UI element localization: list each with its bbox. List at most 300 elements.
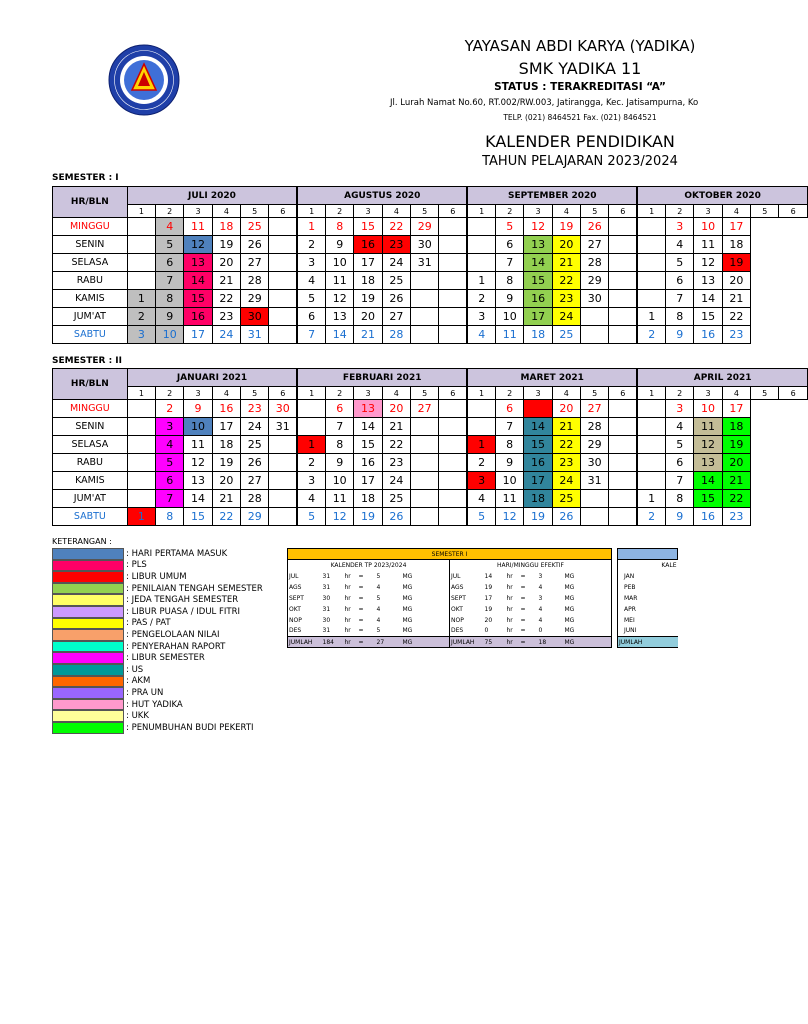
- date-cell: [439, 254, 467, 272]
- date-cell: [269, 236, 297, 254]
- date-cell: [411, 418, 439, 436]
- summary-cell: MG: [564, 626, 612, 637]
- date-cell: 5: [666, 254, 694, 272]
- legend-item: [52, 548, 263, 560]
- date-cell: [269, 508, 297, 526]
- week-number: 1: [637, 387, 665, 400]
- summary-sub-left: KALENDER TP 2023/2024: [288, 560, 450, 571]
- date-cell: 1: [127, 508, 155, 526]
- summary-cell: =: [358, 605, 364, 613]
- date-cell: [127, 272, 155, 290]
- date-cell: [637, 236, 665, 254]
- date-cell: [637, 400, 665, 418]
- summary-cell: =: [358, 627, 364, 635]
- legend-swatch: [52, 676, 124, 688]
- day-name: JUM'AT: [53, 308, 128, 326]
- date-cell: [467, 236, 495, 254]
- date-cell: 11: [496, 326, 524, 344]
- day-name: RABU: [53, 454, 128, 472]
- date-cell: 29: [411, 218, 439, 236]
- date-cell: 9: [496, 454, 524, 472]
- date-cell: [439, 308, 467, 326]
- summary-cell: =: [520, 594, 526, 602]
- date-cell: [127, 490, 155, 508]
- date-cell: 21: [552, 418, 580, 436]
- legend-swatch: [52, 629, 124, 641]
- legend-swatch: [52, 722, 124, 734]
- date-cell: 9: [326, 236, 354, 254]
- date-cell: 2: [467, 290, 495, 308]
- date-cell: 28: [581, 254, 609, 272]
- date-cell: 5: [156, 236, 184, 254]
- school-logo: [108, 44, 180, 116]
- legend-label: : LIBUR PUASA / IDUL FITRI: [126, 606, 240, 617]
- date-cell: 26: [241, 236, 269, 254]
- week-number: 3: [354, 205, 382, 218]
- date-cell: 14: [184, 272, 212, 290]
- date-cell: 17: [524, 472, 552, 490]
- date-cell: [411, 454, 439, 472]
- date-cell: 19: [212, 454, 240, 472]
- summary-cell: JUL: [450, 571, 484, 582]
- date-cell: [637, 454, 665, 472]
- date-cell: 31: [411, 254, 439, 272]
- summary-cell: 0: [484, 627, 489, 635]
- summary-cell: JUMLAH: [288, 637, 322, 648]
- day-name: SELASA: [53, 436, 128, 454]
- semester-2-calendar: [52, 368, 796, 526]
- date-cell: [127, 236, 155, 254]
- date-cell: 10: [184, 418, 212, 436]
- date-cell: 26: [552, 508, 580, 526]
- date-cell: [269, 472, 297, 490]
- date-cell: 10: [496, 308, 524, 326]
- week-number: 4: [382, 387, 410, 400]
- summary-cell: MEI: [618, 615, 678, 626]
- date-cell: 19: [722, 436, 750, 454]
- date-cell: 9: [496, 290, 524, 308]
- week-number: 1: [127, 205, 155, 218]
- week-number: 6: [439, 387, 467, 400]
- date-cell: 3: [666, 218, 694, 236]
- date-cell: [127, 454, 155, 472]
- date-cell: 1: [297, 218, 325, 236]
- week-number: 2: [326, 205, 354, 218]
- date-cell: 23: [722, 326, 750, 344]
- date-cell: 7: [666, 290, 694, 308]
- summary-cell: hr: [506, 583, 513, 591]
- week-number: 4: [722, 205, 750, 218]
- legend-label: : PRA UN: [126, 687, 164, 698]
- date-cell: [467, 418, 495, 436]
- date-cell: 21: [354, 326, 382, 344]
- date-cell: 21: [382, 418, 410, 436]
- week-number: 4: [552, 387, 580, 400]
- day-name: MINGGU: [53, 400, 128, 418]
- date-cell: 16: [524, 454, 552, 472]
- summary-cell: 14: [484, 572, 493, 580]
- date-cell: 6: [496, 236, 524, 254]
- date-cell: 30: [581, 454, 609, 472]
- legend-item: [52, 641, 263, 653]
- date-cell: 12: [326, 508, 354, 526]
- date-cell: 6: [666, 272, 694, 290]
- date-cell: [637, 254, 665, 272]
- date-cell: 9: [666, 508, 694, 526]
- date-cell: 21: [722, 472, 750, 490]
- date-cell: [411, 436, 439, 454]
- summary-cell: =: [358, 594, 364, 602]
- summary-cell: APR: [618, 604, 678, 615]
- summary-cell: AGS: [288, 582, 322, 593]
- day-name: SABTU: [53, 508, 128, 526]
- legend-label: : US: [126, 664, 144, 675]
- org-name: YAYASAN ABDI KARYA (YADIKA): [464, 37, 696, 55]
- date-cell: 19: [722, 254, 750, 272]
- semester-2-label: SEMESTER : II: [52, 356, 122, 366]
- date-cell: 29: [581, 272, 609, 290]
- date-cell: 18: [212, 218, 240, 236]
- summary-cell: OKT: [450, 604, 484, 615]
- date-cell: 28: [581, 418, 609, 436]
- legend-item: [52, 699, 263, 711]
- week-number: 3: [354, 387, 382, 400]
- legend-label: : PENYERAHAN RAPORT: [126, 641, 226, 652]
- week-number: 2: [326, 387, 354, 400]
- day-name: SABTU: [53, 326, 128, 344]
- date-cell: 3: [127, 326, 155, 344]
- date-cell: 20: [722, 272, 750, 290]
- summary-cell: MG: [402, 637, 450, 648]
- date-cell: [411, 472, 439, 490]
- date-cell: 18: [722, 418, 750, 436]
- date-cell: 20: [722, 454, 750, 472]
- date-cell: [467, 400, 495, 418]
- summary-cell: JAN: [618, 571, 678, 582]
- date-cell: 10: [496, 472, 524, 490]
- summary-cell: hr: [344, 572, 351, 580]
- date-cell: [439, 454, 467, 472]
- summary-cell: MG: [564, 571, 612, 582]
- legend-label: : PLS: [126, 560, 147, 571]
- date-cell: 2: [637, 508, 665, 526]
- date-cell: [581, 326, 609, 344]
- summary-header: SEMESTER I: [288, 549, 612, 560]
- semester-2-table: [52, 368, 808, 526]
- date-cell: 21: [722, 290, 750, 308]
- semester-1-calendar: [52, 186, 796, 344]
- date-cell: [269, 218, 297, 236]
- week-number: 1: [297, 387, 325, 400]
- date-cell: [439, 490, 467, 508]
- date-cell: 20: [354, 308, 382, 326]
- week-number: 6: [439, 205, 467, 218]
- date-cell: [439, 418, 467, 436]
- date-cell: [637, 436, 665, 454]
- date-cell: 11: [184, 436, 212, 454]
- date-cell: 18: [722, 236, 750, 254]
- date-cell: [439, 290, 467, 308]
- date-cell: 6: [156, 254, 184, 272]
- date-cell: 18: [524, 490, 552, 508]
- summary-cell: hr: [344, 616, 351, 624]
- date-cell: [269, 436, 297, 454]
- date-cell: 14: [326, 326, 354, 344]
- legend-label: : HUT YADIKA: [126, 699, 183, 710]
- date-cell: 13: [184, 472, 212, 490]
- date-cell: 24: [552, 308, 580, 326]
- date-cell: 14: [524, 254, 552, 272]
- summary-cell: 4: [538, 616, 543, 624]
- date-cell: [581, 490, 609, 508]
- date-cell: [609, 490, 637, 508]
- date-cell: 9: [666, 326, 694, 344]
- date-cell: [439, 326, 467, 344]
- date-cell: 14: [694, 290, 722, 308]
- week-number: 5: [581, 205, 609, 218]
- week-number: 1: [637, 205, 665, 218]
- semester-1-table: [52, 186, 808, 344]
- legend-item: [52, 722, 263, 734]
- date-cell: 15: [354, 218, 382, 236]
- date-cell: [609, 454, 637, 472]
- summary-cell: DES: [288, 626, 322, 637]
- date-cell: 5: [467, 508, 495, 526]
- week-number: 4: [212, 387, 240, 400]
- summary-cell: MG: [564, 615, 612, 626]
- date-cell: 8: [666, 490, 694, 508]
- date-cell: 17: [354, 472, 382, 490]
- date-cell: 18: [354, 490, 382, 508]
- date-cell: 10: [694, 400, 722, 418]
- legend-swatch: [52, 606, 124, 618]
- date-cell: 27: [382, 308, 410, 326]
- date-cell: [609, 508, 637, 526]
- summary-cell: NOP: [288, 615, 322, 626]
- date-cell: 3: [467, 472, 495, 490]
- date-cell: 23: [382, 236, 410, 254]
- date-cell: 14: [354, 418, 382, 436]
- date-cell: 15: [184, 508, 212, 526]
- legend-swatch: [52, 641, 124, 653]
- date-cell: [439, 472, 467, 490]
- date-cell: [637, 472, 665, 490]
- date-cell: [269, 290, 297, 308]
- date-cell: 8: [496, 272, 524, 290]
- date-cell: 13: [184, 254, 212, 272]
- date-cell: 28: [241, 272, 269, 290]
- date-cell: 1: [297, 436, 325, 454]
- date-cell: 6: [496, 400, 524, 418]
- date-cell: [609, 272, 637, 290]
- date-cell: [524, 400, 552, 418]
- summary-cell: 4: [376, 605, 381, 613]
- date-cell: 15: [354, 436, 382, 454]
- week-number: 1: [467, 387, 495, 400]
- legend-item: [52, 560, 263, 572]
- date-cell: 23: [241, 400, 269, 418]
- date-cell: 5: [297, 290, 325, 308]
- date-cell: 24: [241, 418, 269, 436]
- summary-cell: hr: [344, 637, 358, 648]
- date-cell: 19: [552, 218, 580, 236]
- summary-cell: 4: [376, 616, 381, 624]
- effective-days-summary: [287, 548, 768, 648]
- summary-cell: =: [358, 616, 364, 624]
- week-number: 3: [694, 387, 722, 400]
- week-number: 4: [212, 205, 240, 218]
- date-cell: 14: [184, 490, 212, 508]
- legend-item: [52, 629, 263, 641]
- week-number: 4: [552, 205, 580, 218]
- summary-cell: hr: [344, 594, 351, 602]
- date-cell: 5: [156, 454, 184, 472]
- month-header: SEPTEMBER 2020: [467, 187, 637, 205]
- summary-cell: MG: [402, 615, 450, 626]
- summary-cell: JUNI: [618, 626, 678, 637]
- summary-cell: =: [358, 583, 364, 591]
- date-cell: [439, 436, 467, 454]
- date-cell: 26: [382, 508, 410, 526]
- summary-cell: MG: [564, 593, 612, 604]
- date-cell: 23: [552, 454, 580, 472]
- date-cell: [439, 508, 467, 526]
- summary-cell: MG: [402, 604, 450, 615]
- day-name: KAMIS: [53, 290, 128, 308]
- date-cell: [269, 272, 297, 290]
- date-cell: [297, 418, 325, 436]
- summary-cell: =: [520, 627, 526, 635]
- summary-cell: 27: [376, 637, 402, 648]
- date-cell: 13: [524, 236, 552, 254]
- date-cell: [411, 508, 439, 526]
- date-cell: [609, 418, 637, 436]
- summary-cell: 19: [484, 583, 493, 591]
- summary-cell: =: [520, 616, 526, 624]
- legend-label: : LIBUR UMUM: [126, 571, 187, 582]
- date-cell: 3: [297, 472, 325, 490]
- date-cell: 16: [354, 236, 382, 254]
- summary-cell: hr: [344, 627, 351, 635]
- date-cell: 3: [297, 254, 325, 272]
- legend-swatch: [52, 571, 124, 583]
- date-cell: [609, 472, 637, 490]
- summary-cell: =: [520, 637, 538, 648]
- date-cell: 5: [666, 436, 694, 454]
- date-cell: [269, 308, 297, 326]
- date-cell: 25: [382, 272, 410, 290]
- date-cell: 19: [212, 236, 240, 254]
- date-cell: 1: [467, 272, 495, 290]
- date-cell: 9: [184, 400, 212, 418]
- summary-sub-right: HARI/MINGGU EFEKTIF: [450, 560, 612, 571]
- date-cell: 31: [269, 418, 297, 436]
- legend-item: [52, 594, 263, 606]
- summary-cell: JUMLAH: [450, 637, 484, 648]
- school-address: Jl. Lurah Namat No.60, RT.002/RW.003, Jatirangga, Kec. Jatisampurna, Ko: [390, 98, 699, 108]
- date-cell: 8: [326, 436, 354, 454]
- date-cell: 16: [212, 400, 240, 418]
- summary-cell: 31: [322, 627, 331, 635]
- date-cell: 22: [552, 436, 580, 454]
- date-cell: 2: [467, 454, 495, 472]
- summary-cell: hr: [506, 616, 513, 624]
- legend-label: : PENGELOLAAN NILAI: [126, 629, 220, 640]
- date-cell: 11: [184, 218, 212, 236]
- summary-cell: 19: [484, 605, 493, 613]
- date-cell: 23: [212, 308, 240, 326]
- day-name: SELASA: [53, 254, 128, 272]
- date-cell: 12: [694, 254, 722, 272]
- date-cell: 26: [241, 454, 269, 472]
- date-cell: [609, 218, 637, 236]
- date-cell: 15: [524, 272, 552, 290]
- date-cell: 14: [524, 418, 552, 436]
- date-cell: [609, 308, 637, 326]
- month-header: JULI 2020: [127, 187, 297, 205]
- date-cell: [609, 254, 637, 272]
- day-name: SENIN: [53, 418, 128, 436]
- date-cell: [637, 218, 665, 236]
- legend-item: [52, 676, 263, 688]
- summary-cell: =: [358, 572, 364, 580]
- date-cell: [127, 254, 155, 272]
- summary-cell: =: [520, 605, 526, 613]
- date-cell: 12: [496, 508, 524, 526]
- date-cell: 29: [241, 508, 269, 526]
- month-header: JANUARI 2021: [127, 369, 297, 387]
- week-number: 2: [496, 387, 524, 400]
- date-cell: 27: [581, 236, 609, 254]
- month-header: FEBRUARI 2021: [297, 369, 467, 387]
- date-cell: 8: [156, 290, 184, 308]
- date-cell: 18: [212, 436, 240, 454]
- date-cell: 16: [524, 290, 552, 308]
- date-cell: [609, 326, 637, 344]
- date-cell: 6: [326, 400, 354, 418]
- date-cell: 24: [382, 472, 410, 490]
- date-cell: 30: [581, 290, 609, 308]
- legend-swatch: [52, 560, 124, 572]
- date-cell: 5: [297, 508, 325, 526]
- summary-cell: hr: [506, 627, 513, 635]
- date-cell: 15: [694, 490, 722, 508]
- date-cell: 11: [694, 236, 722, 254]
- date-cell: 7: [496, 418, 524, 436]
- summary-cell: =: [520, 583, 526, 591]
- date-cell: 8: [156, 508, 184, 526]
- date-cell: 31: [241, 326, 269, 344]
- summary-cell: SEPT: [450, 593, 484, 604]
- week-number: 3: [524, 205, 552, 218]
- date-cell: [439, 400, 467, 418]
- date-cell: 12: [184, 236, 212, 254]
- school-name: SMK YADIKA 11: [518, 59, 642, 78]
- date-cell: 19: [524, 508, 552, 526]
- date-cell: 18: [524, 326, 552, 344]
- legend-label: : AKM: [126, 676, 151, 687]
- date-cell: 6: [666, 454, 694, 472]
- legend-item: [52, 710, 263, 722]
- date-cell: [439, 236, 467, 254]
- date-cell: 12: [326, 290, 354, 308]
- day-name: SENIN: [53, 236, 128, 254]
- date-cell: 21: [212, 490, 240, 508]
- date-cell: [269, 454, 297, 472]
- summary-cell: 4: [376, 583, 381, 591]
- legend-label: : JEDA TENGAH SEMESTER: [126, 595, 239, 606]
- hr-bln-header: HR/BLN: [53, 369, 128, 400]
